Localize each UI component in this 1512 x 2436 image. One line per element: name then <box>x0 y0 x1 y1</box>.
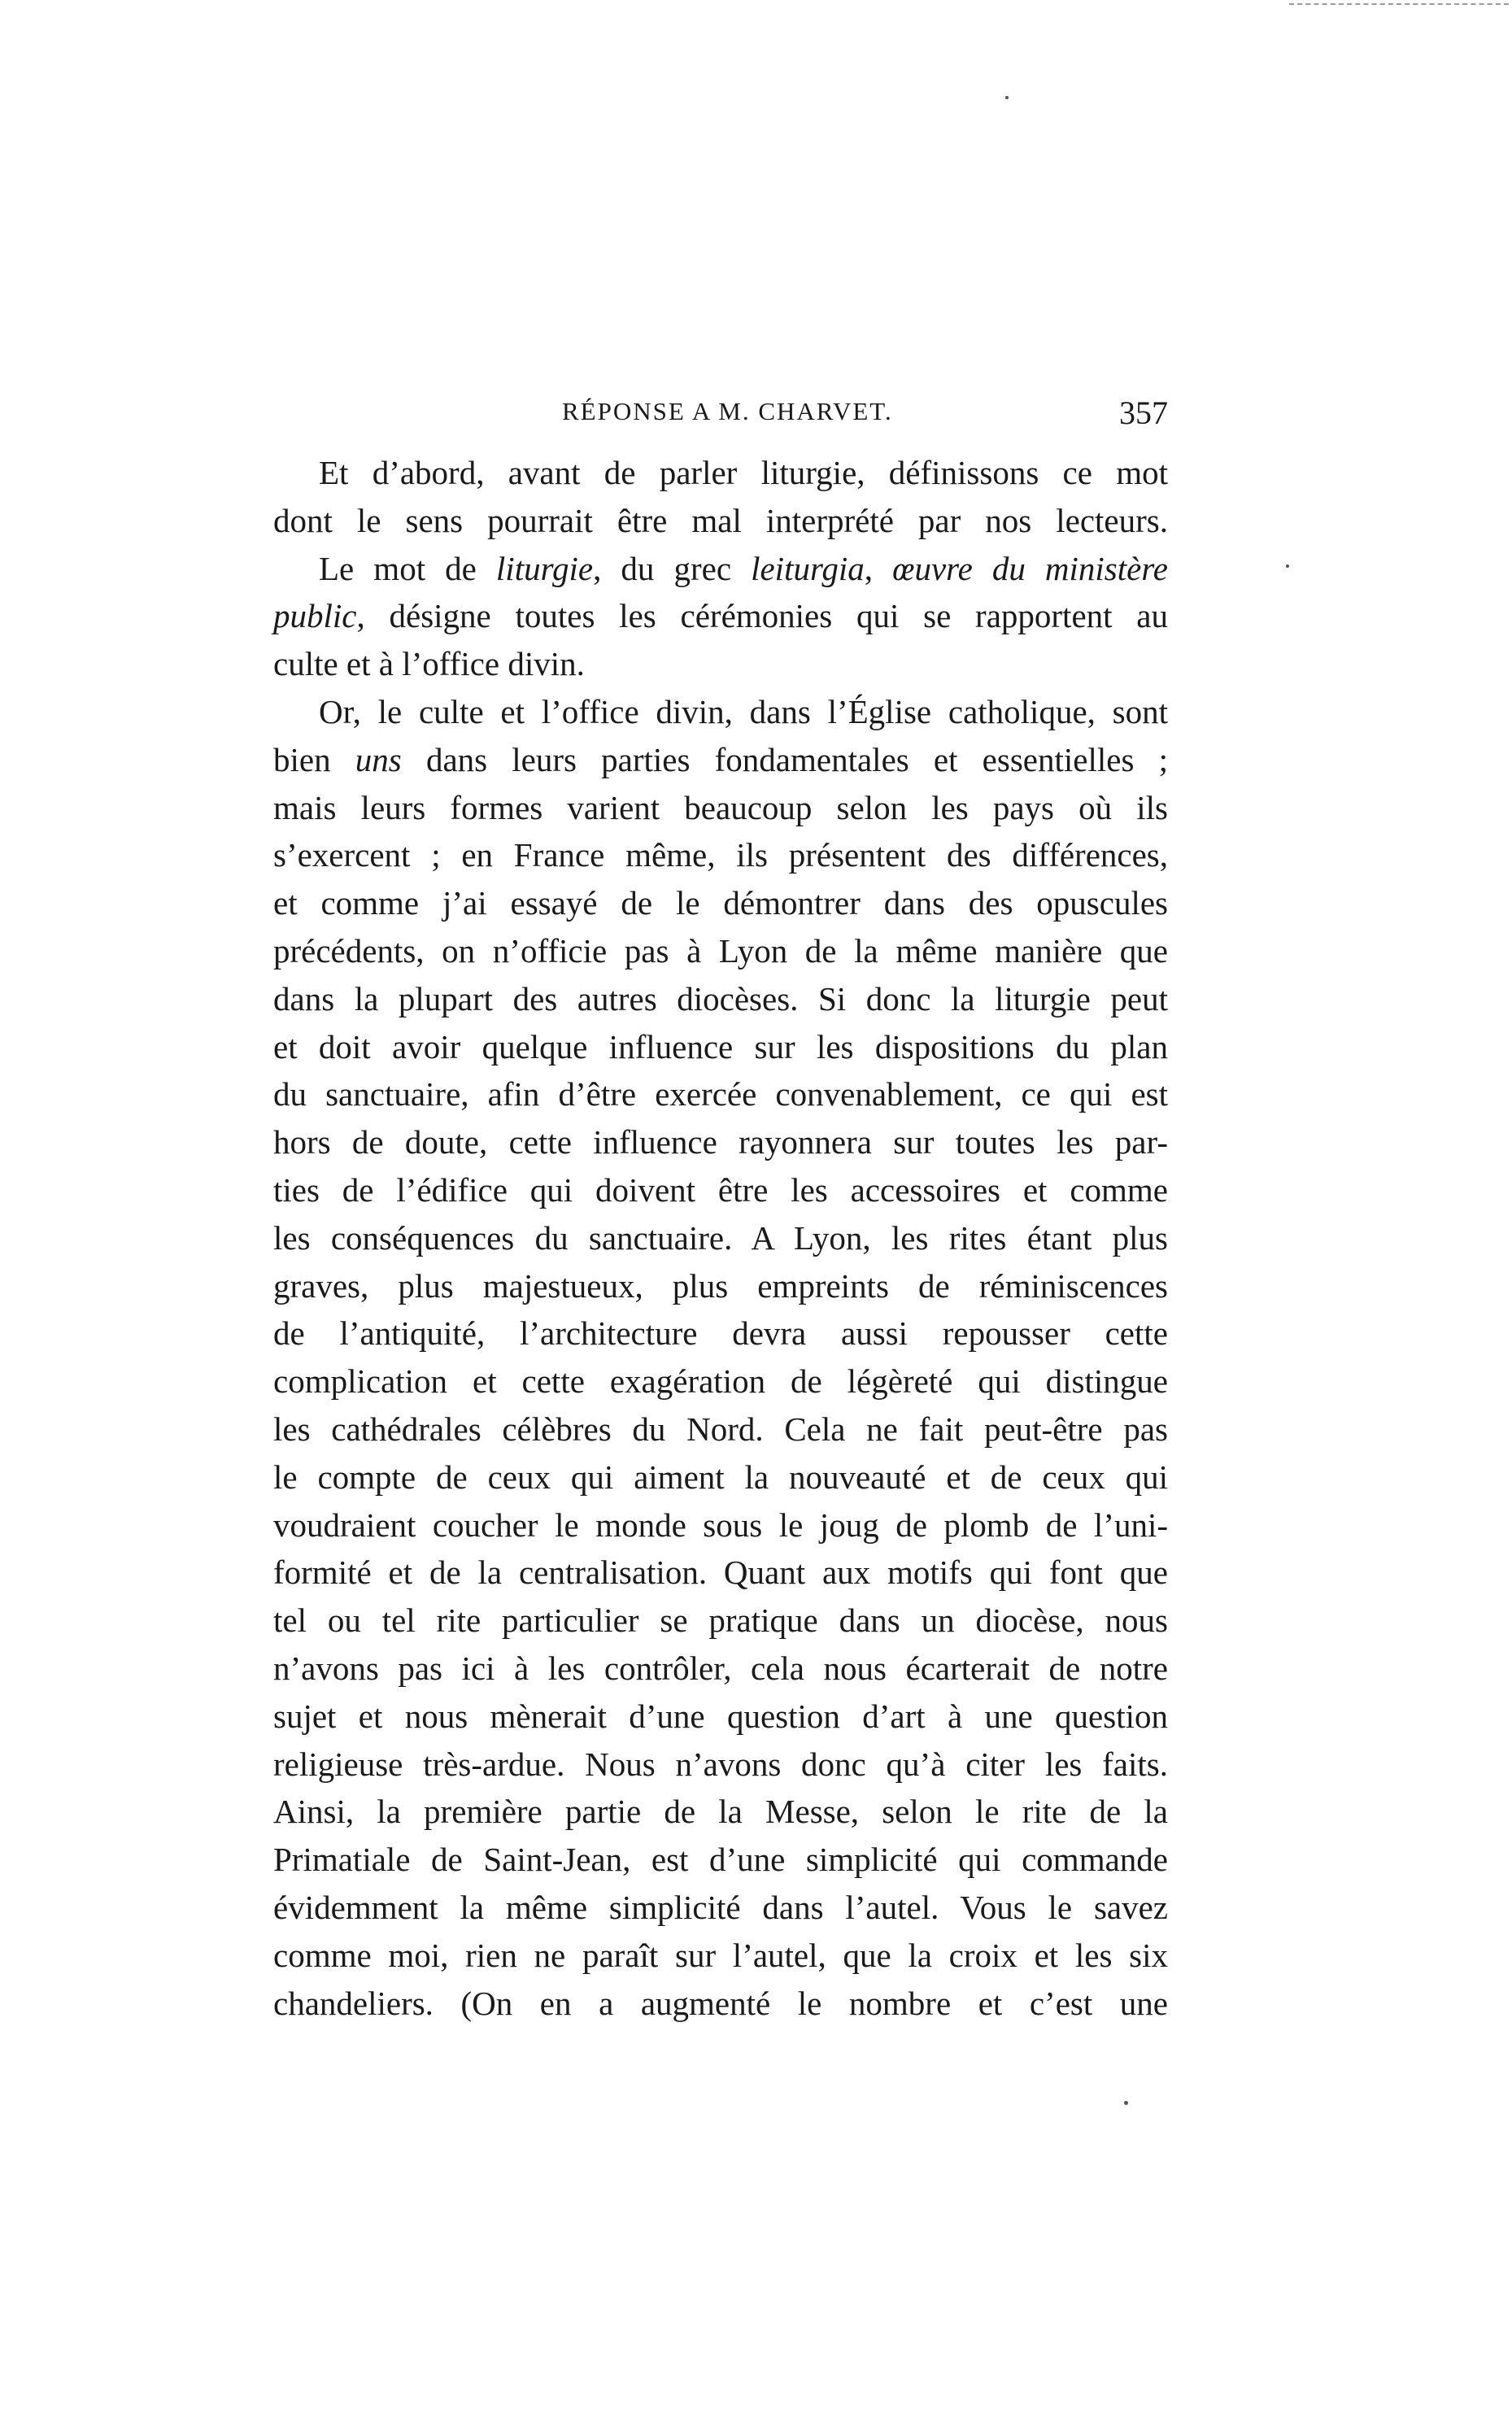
text-line: n’avons pas ici à les contrôler, cela nous écarterait de notre <box>273 1649 1168 1687</box>
text-line: sujet et nous mènerait d’une question d’art à une question <box>273 1697 1168 1735</box>
text-line: et comme j’ai essayé de le démontrer dans des opuscules <box>273 884 1168 922</box>
text-line: du sanctuaire, afin d’être exercée convenablement, ce qui est <box>273 1075 1168 1113</box>
text-line: tel ou tel rite particulier se pratique dans un diocèse, nous <box>273 1601 1168 1640</box>
text-line: les cathédrales célèbres du Nord. Cela ne fait peut-être pas <box>273 1410 1168 1448</box>
text-line: formité et de la centralisation. Quant aux motifs qui font que <box>273 1554 1168 1592</box>
text-line: Le mot de liturgie, du grec leiturgia, œuvre du ministère <box>319 549 1168 587</box>
text-line: bien uns dans leurs parties fondamentales et essentielles ; <box>273 740 1168 778</box>
text-line: de l’antiquité, l’architecture devra aussi repousser cette <box>273 1314 1168 1353</box>
text-line: culte et à l’office divin. <box>273 645 585 683</box>
text-line: Et d’abord, avant de parler liturgie, définissons ce mot <box>319 454 1168 491</box>
text-line: dans la plupart des autres diocèses. Si donc la liturgie peut <box>273 979 1168 1018</box>
text-line: dont le sens pourrait être mal interprété par nos lecteurs. <box>273 501 1168 539</box>
text-line: les conséquences du sanctuaire. A Lyon, les rites étant plus <box>273 1218 1168 1257</box>
text-line: voudraient coucher le monde sous le joug de plomb de l’uni- <box>273 1506 1168 1544</box>
text-line: le compte de ceux qui aiment la nouveauté et de ceux qui <box>273 1458 1168 1496</box>
text-line: s’exercent ; en France même, ils présentent des différences, <box>273 836 1168 874</box>
text-line: chandeliers. (On en a augmenté le nombre et c’est une <box>273 1984 1168 2022</box>
text-line: ties de l’édifice qui doivent être les accessoires et comme <box>273 1170 1168 1209</box>
scan-speck <box>1124 2101 1128 2105</box>
scan-edge-mark <box>1289 3 1509 5</box>
scan-speck <box>1005 96 1009 99</box>
text-line: public, désigne toutes les cérémonies qui se rapportent au <box>273 597 1168 635</box>
body-text <box>273 449 1168 2027</box>
scan-speck <box>1286 564 1289 568</box>
text-line: religieuse très-ardue. Nous n’avons donc qu’à citer les faits. <box>273 1745 1168 1783</box>
text-line: précédents, on n’officie pas à Lyon de la même manière que <box>273 931 1168 970</box>
text-line: graves, plus majestueux, plus empreints de réminiscences <box>273 1266 1168 1305</box>
running-head: RÉPONSE A M. CHARVET. <box>562 397 893 425</box>
text-line: Ainsi, la première partie de la Messe, selon le rite de la <box>273 1793 1168 1831</box>
page-header <box>273 394 1168 438</box>
page-number: 357 <box>1119 394 1168 431</box>
text-line: et doit avoir quelque influence sur les dispositions du plan <box>273 1027 1168 1065</box>
text-line: comme moi, rien ne paraît sur l’autel, que la croix et les six <box>273 1936 1168 1974</box>
text-line: hors de doute, cette influence rayonnera sur toutes les par- <box>273 1123 1168 1161</box>
text-line: complication et cette exagération de légèreté qui distingue <box>273 1362 1168 1401</box>
text-line: évidemment la même simplicité dans l’autel. Vous le savez <box>273 1888 1168 1926</box>
text-line: Or, le culte et l’office divin, dans l’Église catholique, sont <box>319 692 1168 730</box>
text-line: mais leurs formes varient beaucoup selon les pays où ils <box>273 788 1168 826</box>
text-line: Primatiale de Saint-Jean, est d’une simplicité qui commande <box>273 1841 1168 1879</box>
